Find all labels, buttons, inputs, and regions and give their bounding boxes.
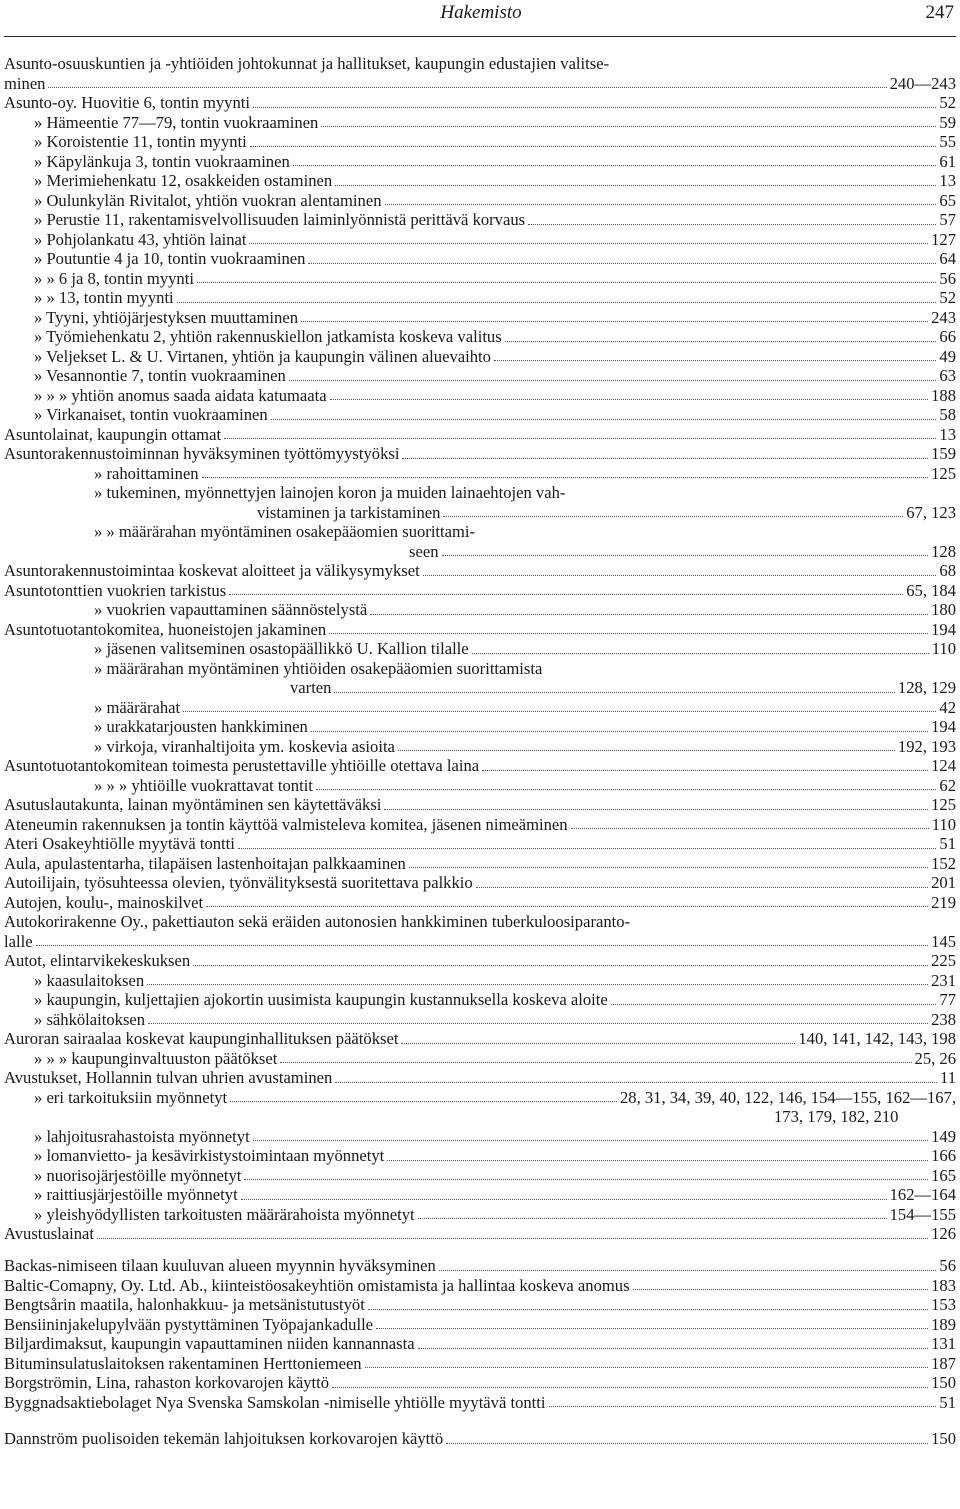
entry-text: » eri tarkoituksiin myönnetyt: [34, 1087, 228, 1107]
dot-leader: [528, 224, 936, 225]
index-entry: [4, 74, 956, 94]
dot-leader: [249, 243, 928, 244]
index-entry: [4, 1068, 956, 1088]
index-entry: [4, 756, 956, 776]
dot-leader: [244, 1179, 928, 1180]
index-entry: [4, 1276, 956, 1296]
dot-leader: [36, 945, 929, 946]
entry-page-ref: 28, 31, 34, 39, 40, 122, 146, 154—155, 162—167,: [619, 1087, 956, 1107]
dot-leader: [384, 809, 928, 810]
entry-text: Byggnadsaktiebolaget Nya Svenska Samskolan -nimiselle yhtiölle myytävä tontti: [4, 1392, 546, 1412]
entry-text: » tukeminen, myönnettyjen lainojen koron ja muiden lainaehtojen vah-: [94, 483, 566, 502]
entry-text: Backas-nimiseen tilaan kuuluvan alueen myynnin hyväksyminen: [4, 1256, 436, 1275]
entry-page-ref: 55: [939, 132, 956, 151]
dot-leader: [401, 1043, 795, 1044]
index-entry: [4, 912, 956, 932]
index-entry: [4, 1146, 956, 1166]
dot-leader: [368, 1309, 928, 1310]
entry-text: » rahoittaminen: [94, 463, 199, 483]
index-title: Hakemisto: [440, 2, 522, 23]
entry-page-ref: 150: [931, 1373, 956, 1392]
dot-leader: [334, 692, 894, 693]
entry-page-ref: 67, 123: [906, 502, 956, 522]
entry-text: » » 6 ja 8, tontin myynti: [34, 268, 194, 288]
index-entry: [4, 171, 956, 191]
entry-page-ref: 189: [931, 1314, 956, 1334]
entry-text: » Pohjolankatu 43, yhtiön lainat: [34, 229, 247, 249]
entry-page-ref: 145: [931, 931, 956, 951]
index-entry: [4, 717, 956, 737]
index-entry: [4, 347, 956, 367]
entry-text: » Tyyni, yhtiöjärjestyksen muuttaminen: [34, 307, 299, 327]
entry-text: » Koroistentie 11, tontin myynti: [34, 132, 247, 151]
dot-leader: [476, 887, 928, 888]
entry-text: » määrärahat: [94, 697, 181, 717]
entry-text: Baltic-Comapny, Oy. Ltd. Ab., kiinteistöosakeyhtiön omistamista ja hallintaa koskeva anomus: [4, 1275, 630, 1295]
entry-text: Asuntotonttien vuokrien tarkistus: [4, 580, 227, 600]
index-entry: [4, 932, 956, 952]
entry-page-ref: 131: [931, 1334, 956, 1353]
index-entry: [4, 113, 956, 133]
entry-text: Autokorirakenne Oy., pakettiauton sekä eräiden autonosien hankkiminen tuberkuloosiparanto-: [4, 912, 631, 931]
entry-page-ref: 57: [939, 210, 956, 229]
dot-leader: [238, 848, 937, 849]
dot-leader: [549, 1406, 937, 1407]
page-number: 247: [925, 2, 954, 23]
entry-text: » lahjoitusrahastoista myönnetyt: [34, 1126, 250, 1146]
entry-text: Ateneumin rakennuksen ja tontin käyttöä valmisteleva komitea, jäsenen nimeäminen: [4, 814, 568, 834]
dot-leader: [177, 302, 937, 303]
entry-text: » jäsenen valitseminen osastopäällikkö U. Kallion tilalle: [94, 639, 469, 658]
entry-page-ref: 65, 184: [906, 580, 956, 600]
index-entry: [4, 1107, 956, 1127]
entry-text: » sähkölaitoksen: [34, 1009, 146, 1029]
entry-page-ref: 225: [931, 951, 956, 970]
entry-page-ref: 159: [931, 444, 956, 463]
entry-page-ref: 52: [939, 288, 956, 307]
entry-page-ref: 58: [939, 405, 956, 424]
entry-text: » urakkatarjousten hankkiminen: [94, 717, 308, 736]
index-entry: [4, 1256, 956, 1276]
index-entry: [4, 1088, 956, 1108]
entry-text: Bituminsulatuslaitoksen rakentaminen Herttoniemeen: [4, 1353, 362, 1373]
dot-leader: [370, 614, 928, 615]
entry-page-ref: 126: [931, 1224, 956, 1243]
index-entry: [4, 542, 956, 562]
entry-text: » Merimiehenkatu 12, osakkeiden ostaminen: [34, 171, 333, 190]
entry-text: » » 13, tontin myynti: [34, 288, 174, 307]
entry-page-ref: 194: [931, 717, 956, 736]
entry-text: » » määrärahan myöntäminen osakepääomien suorittami-: [94, 522, 476, 541]
dot-leader: [206, 906, 928, 907]
dot-leader: [387, 1160, 928, 1161]
index-entry: [4, 366, 956, 386]
entry-text: » kaupungin, kuljettajien ajokortin uusimista kaupungin kustannuksella koskeva aloite: [34, 990, 608, 1009]
index-entry: [4, 386, 956, 406]
entry-text: Asuntotuotantokomitea, huoneistojen jakaminen: [4, 619, 327, 639]
dot-leader: [316, 789, 936, 790]
index-entry: [4, 1315, 956, 1335]
entry-text: » Veljekset L. & U. Virtanen, yhtiön ja kaupungin välinen aluevaihto: [34, 346, 491, 366]
dot-leader: [439, 1270, 937, 1271]
index-entry: [4, 54, 956, 74]
dot-leader: [611, 1004, 937, 1005]
entry-page-ref: 42: [939, 697, 956, 717]
dot-leader: [418, 1348, 929, 1349]
entry-page-ref: 56: [939, 1256, 956, 1275]
entry-text: Autot, elintarvikekeskuksen: [4, 951, 191, 970]
entry-text: » kaasulaitoksen: [34, 970, 145, 990]
dot-leader: [253, 1140, 928, 1141]
dot-leader: [402, 458, 928, 459]
dot-leader: [250, 146, 937, 147]
dot-leader: [271, 419, 937, 420]
index-entry: [4, 444, 956, 464]
dot-leader: [332, 1387, 928, 1388]
entry-text: 173, 179, 182, 210: [774, 1107, 899, 1126]
index-entry: [4, 854, 956, 874]
entry-page-ref: 201: [931, 873, 956, 892]
entry-text: » lomanvietto- ja kesävirkistystoimintaan myönnetyt: [34, 1146, 385, 1165]
dot-leader: [330, 399, 929, 400]
entry-text: Borgströmin, Lina, rahaston korkovarojen käyttö: [4, 1373, 330, 1392]
entry-page-ref: 124: [931, 756, 956, 775]
index-entry: [4, 659, 956, 679]
dot-leader: [494, 360, 936, 361]
entry-page-ref: 63: [939, 366, 956, 385]
index-entry: [4, 815, 956, 835]
dot-leader: [321, 126, 936, 127]
entry-text: » Työmiehenkatu 2, yhtiön rakennuskiellon jatkamista koskeva valitus: [34, 327, 502, 346]
entry-text: Bensiininjakelupylvään pystyttäminen Työpajankadulle: [4, 1314, 374, 1334]
entry-page-ref: 13: [939, 424, 956, 444]
entry-text: lalle: [4, 931, 33, 951]
entry-text: » Poutuntie 4 ja 10, tontin vuokraaminen: [34, 249, 306, 268]
dot-leader: [335, 1082, 937, 1083]
index-entry: [4, 834, 956, 854]
index-entry: [4, 1334, 956, 1354]
entry-page-ref: 52: [939, 93, 956, 112]
index-entry: [4, 795, 956, 815]
entry-text: Auroran sairaalaa koskevat kaupunginhallituksen päätökset: [4, 1029, 399, 1048]
index-entry: [4, 600, 956, 620]
index-entry: [4, 405, 956, 425]
page-header: [4, 0, 958, 36]
entry-page-ref: 152: [931, 853, 956, 873]
dot-leader: [423, 575, 937, 576]
entry-page-ref: 140, 141, 142, 143, 198: [798, 1029, 956, 1048]
index-entry: [4, 191, 956, 211]
entry-text: » yleishyödyllisten tarkoitusten määrärahoista myönnetyt: [34, 1204, 415, 1224]
dot-leader: [202, 477, 929, 478]
entry-page-ref: 128, 129: [897, 678, 956, 697]
index-entry: [4, 1166, 956, 1186]
index-entry: [4, 327, 956, 347]
entry-text: Ateri Osakeyhtiölle myytävä tontti: [4, 834, 235, 853]
entry-page-ref: 125: [931, 463, 956, 483]
entry-text: Avustukset, Hollannin tulvan uhrien avustaminen: [4, 1068, 333, 1087]
entry-text: » Virkanaiset, tontin vuokraaminen: [34, 405, 268, 424]
index-entry: [4, 269, 956, 289]
dot-leader: [472, 653, 929, 654]
entry-text: » Oulunkylän Rivitalot, yhtiön vuokran alentaminen: [34, 190, 382, 210]
entry-text: vistaminen ja tarkistaminen: [257, 502, 441, 522]
entry-text: Asuntolainat, kaupungin ottamat: [4, 424, 222, 444]
entry-text: Asunto-oy. Huovitie 6, tontin myynti: [4, 93, 250, 112]
entry-text: » » » yhtiöille vuokrattavat tontit: [94, 775, 313, 795]
entry-page-ref: 127: [931, 229, 956, 249]
entry-text: Biljardimaksut, kaupungin vapauttaminen niiden kannannasta: [4, 1334, 415, 1353]
entry-page-ref: 194: [931, 619, 956, 639]
entry-page-ref: 154—155: [889, 1204, 956, 1224]
dot-leader: [335, 185, 936, 186]
dot-leader: [482, 770, 928, 771]
index-entry: [4, 132, 956, 152]
entry-page-ref: 51: [939, 834, 956, 853]
dot-leader: [385, 204, 937, 205]
index-entry: [4, 990, 956, 1010]
index-entry: [4, 288, 956, 308]
entry-text: » » » yhtiön anomus saada aidata katumaata: [34, 385, 327, 405]
entry-page-ref: 49: [939, 346, 956, 366]
index-entry: [4, 483, 956, 503]
index-entry: [4, 581, 956, 601]
dot-leader: [183, 711, 936, 712]
index-entry: [4, 873, 956, 893]
entry-page-ref: 183: [931, 1275, 956, 1295]
index-entry: [4, 620, 956, 640]
dot-leader: [308, 263, 936, 264]
entry-text: » raittiusjärjestöille myönnetyt: [34, 1185, 238, 1204]
index-entry: [4, 1373, 956, 1393]
entry-page-ref: 77: [939, 990, 956, 1009]
entry-text: Asutuslautakunta, lainan myöntäminen sen käytettäväksi: [4, 795, 382, 814]
entry-text: Dannström puolisoiden tekemän lahjoituksen korkovarojen käyttö: [4, 1429, 444, 1448]
entry-text: » Perustie 11, rakentamisvelvollisuuden laiminlyönnistä perittävä korvaus: [34, 210, 526, 229]
entry-page-ref: 180: [931, 600, 956, 619]
entry-text: Asunto-osuuskuntien ja -yhtiöiden johtokunnat ja hallitukset, kaupungin edustajien valitse-: [4, 54, 610, 73]
entry-page-ref: 110: [931, 814, 956, 834]
dot-leader: [230, 1101, 617, 1102]
dot-leader: [446, 1443, 928, 1444]
entry-page-ref: 66: [939, 327, 956, 346]
index-entry: [4, 893, 956, 913]
entry-text: » nuorisojärjestöille myönnetyt: [34, 1165, 242, 1185]
dot-leader: [409, 867, 928, 868]
index-entry: [4, 1224, 956, 1244]
dot-leader: [241, 1199, 887, 1200]
index-entry: [4, 971, 956, 991]
entry-text: » vuokrien vapauttaminen säännöstelystä: [94, 600, 368, 619]
entry-text: Aula, apulastentarha, tilapäisen lastenhoitajan palkkaaminen: [4, 853, 406, 873]
entry-page-ref: 56: [939, 268, 956, 288]
entry-page-ref: 153: [931, 1295, 956, 1314]
entry-text: seen: [409, 541, 439, 561]
dot-leader: [442, 555, 929, 556]
entry-page-ref: 162—164: [889, 1185, 956, 1204]
index-entry: [4, 464, 956, 484]
entry-page-ref: 165: [931, 1165, 956, 1185]
index-entry: [4, 249, 956, 269]
index-entry: [4, 776, 956, 796]
entry-page-ref: 51: [939, 1392, 956, 1412]
index-entry: [4, 1393, 956, 1413]
entry-text: » Käpylänkuja 3, tontin vuokraaminen: [34, 151, 290, 171]
entry-page-ref: 150: [931, 1429, 956, 1448]
index-entry: [4, 1029, 956, 1049]
index-entry: [4, 678, 956, 698]
entry-page-ref: 243: [931, 307, 956, 327]
index-entry: [4, 1429, 956, 1449]
dot-leader: [97, 1238, 928, 1239]
entry-text: Bengtsårin maatila, halonhakkuu- ja metsänistutustyöt: [4, 1295, 365, 1314]
entry-page-ref: 59: [939, 112, 956, 132]
dot-leader: [147, 984, 928, 985]
dot-leader: [197, 282, 936, 283]
index-entry: [4, 1185, 956, 1205]
entry-page-ref: 13: [939, 171, 956, 190]
entry-page-ref: 128: [931, 541, 956, 561]
index-entry: [4, 951, 956, 971]
dot-leader: [311, 731, 928, 732]
entry-page-ref: 62: [939, 775, 956, 795]
entry-page-ref: 65: [939, 190, 956, 210]
index-entry: [4, 698, 956, 718]
index-entry: [4, 1127, 956, 1147]
dot-leader: [443, 516, 903, 517]
dot-leader: [329, 633, 928, 634]
entry-page-ref: 219: [931, 892, 956, 912]
entry-text: » Hämeentie 77—79, tontin vuokraaminen: [34, 112, 319, 132]
dot-leader: [633, 1289, 929, 1290]
entry-text: Asuntorakennustoiminnan hyväksyminen työttömyystyöksi: [4, 444, 400, 463]
dot-leader: [224, 438, 936, 439]
index-entry: [4, 230, 956, 250]
index-entry: [4, 152, 956, 172]
entry-text: varten: [290, 678, 332, 697]
entry-page-ref: 238: [931, 1009, 956, 1029]
dot-leader: [301, 321, 928, 322]
dot-leader: [253, 107, 936, 108]
index-entry: [4, 308, 956, 328]
index-entry: [4, 1295, 956, 1315]
entry-page-ref: 188: [931, 385, 956, 405]
entry-page-ref: 110: [931, 639, 956, 658]
dot-leader: [571, 828, 929, 829]
index-entry: [4, 561, 956, 581]
dot-leader: [289, 380, 937, 381]
entry-page-ref: 149: [931, 1126, 956, 1146]
entry-text: » » » kaupunginvaltuuston päätökset: [34, 1048, 278, 1068]
entry-page-ref: 192, 193: [897, 736, 956, 756]
header-rule: [4, 36, 956, 37]
entry-page-ref: 231: [931, 970, 956, 990]
entry-text: Avustuslainat: [4, 1224, 95, 1243]
dot-leader: [229, 594, 903, 595]
entry-page-ref: 125: [931, 795, 956, 814]
index-entry: [4, 503, 956, 523]
entry-text: Autoilijain, työsuhteessa olevien, työnvälityksestä suoritettava palkkio: [4, 873, 473, 892]
dot-leader: [48, 87, 886, 88]
entry-page-ref: 25, 26: [914, 1048, 956, 1068]
index-entry: [4, 425, 956, 445]
dot-leader: [376, 1328, 928, 1329]
entry-text: » Vesannontie 7, tontin vuokraaminen: [34, 366, 286, 385]
entry-text: minen: [4, 73, 46, 93]
index-entry: [4, 1354, 956, 1374]
index-entry: [4, 737, 956, 757]
index-entry: [4, 1205, 956, 1225]
dot-leader: [418, 1218, 887, 1219]
entry-page-ref: 64: [939, 249, 956, 268]
entry-text: » virkoja, viranhaltijoita ym. koskevia asioita: [94, 736, 395, 756]
entry-page-ref: 11: [940, 1068, 956, 1087]
entry-text: Autojen, koulu-, mainoskilvet: [4, 892, 204, 912]
dot-leader: [365, 1367, 929, 1368]
index-entry: [4, 639, 956, 659]
dot-leader: [505, 341, 937, 342]
dot-leader: [293, 165, 937, 166]
entry-text: » määrärahan myöntäminen yhtiöiden osakepääomien suorittamista: [94, 658, 543, 678]
dot-leader: [398, 750, 895, 751]
dot-leader: [148, 1023, 928, 1024]
entry-page-ref: 68: [939, 561, 956, 580]
index-entry: [4, 1049, 956, 1069]
index-entry: [4, 1010, 956, 1030]
dot-leader: [280, 1062, 911, 1063]
index-entry: [4, 93, 956, 113]
index-entry: [4, 522, 956, 542]
entry-page-ref: 240—243: [889, 73, 956, 93]
entry-page-ref: 166: [931, 1146, 956, 1165]
index-entry: [4, 210, 956, 230]
entry-text: Asuntotuotantokomitean toimesta perustettaville yhtiöille otettava laina: [4, 756, 480, 775]
entry-page-ref: 187: [931, 1353, 956, 1373]
entry-text: Asuntorakennustoimintaa koskevat aloitteet ja välikysymykset: [4, 561, 420, 580]
dot-leader: [193, 965, 928, 966]
entry-page-ref: 61: [939, 151, 956, 171]
